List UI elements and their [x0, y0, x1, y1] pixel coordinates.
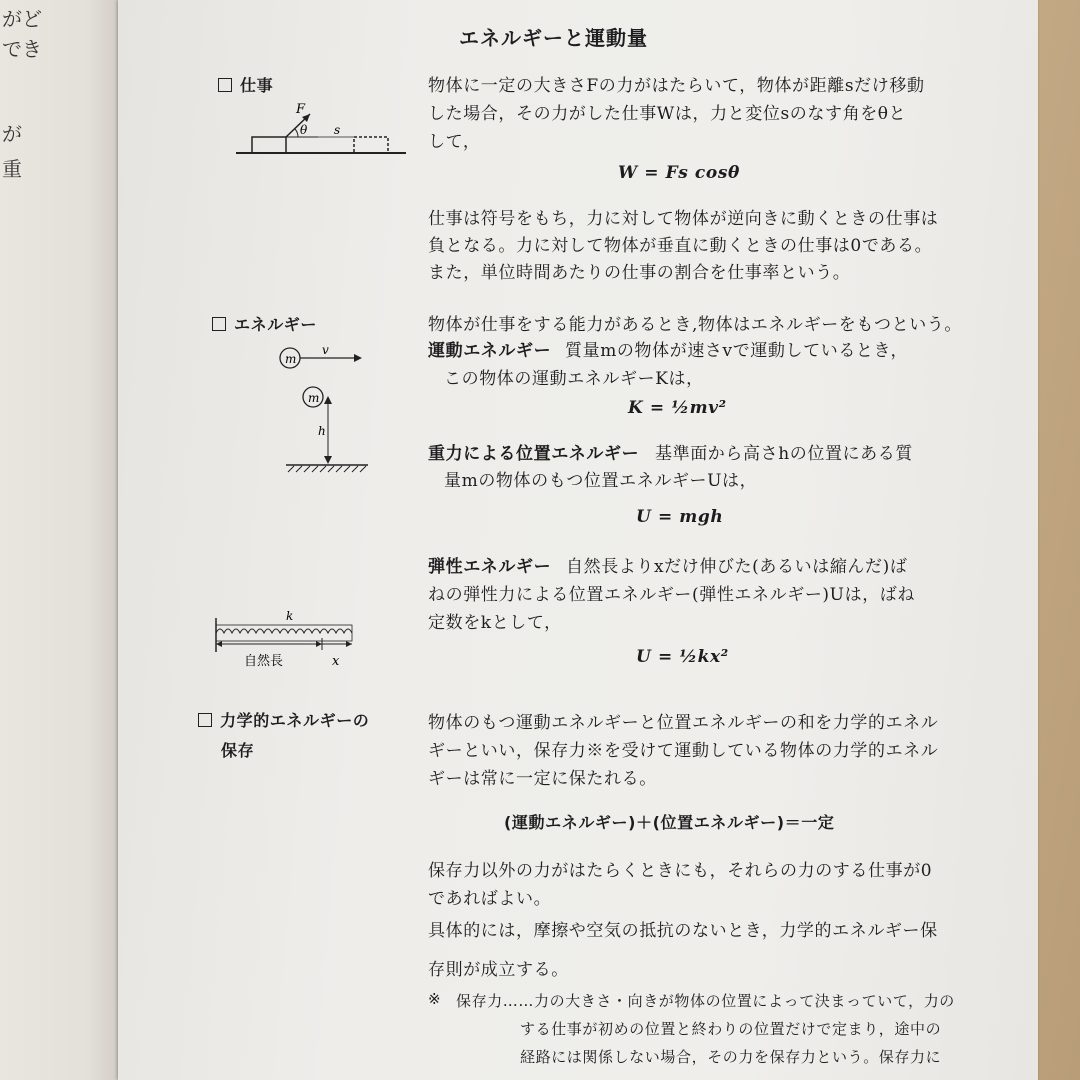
note-line: する仕事が初めの位置と終わりの位置だけで定まり，途中の: [520, 1020, 942, 1038]
paragraph-line: 存則が成立する。: [428, 960, 569, 980]
mass-label-2: m: [308, 391, 320, 405]
note-line: 保存力……力の大きさ・向きが物体の位置によって決まっていて，力の: [456, 992, 955, 1010]
section-heading-conservation: [198, 708, 369, 731]
prev-page-line: がど: [2, 7, 42, 31]
note-mark: ※: [428, 990, 442, 1008]
term-gravitational-potential: 重力による位置エネルギー: [428, 444, 640, 464]
prev-page-line: が: [2, 122, 22, 146]
spring-constant-label: k: [286, 609, 294, 623]
paragraph-line: して，: [428, 132, 481, 152]
page-title: エネルギーと運動量: [459, 26, 648, 50]
checkbox-icon: [198, 713, 212, 727]
paragraph-line: であればよい。: [428, 889, 552, 909]
gravity-potential-equation: U = mgh: [636, 507, 724, 527]
mass-label: m: [285, 352, 297, 366]
work-diagram: [236, 100, 416, 160]
paragraph-line: 自然長よりxだけ伸びた(あるいは縮んだ)ば: [566, 557, 908, 577]
term-kinetic-energy: 運動エネルギー: [428, 341, 552, 361]
paragraph-line: 具体的には，摩擦や空気の抵抗のないとき，力学的エネルギー保: [428, 921, 938, 941]
note-line: 経路には関係しない場合，その力を保存力という。保存力に: [520, 1048, 942, 1066]
paragraph-line: 定数をkとして，: [428, 613, 562, 633]
heading-label: エネルギー: [234, 315, 318, 334]
paragraph-line: 物体に一定の大きさFの力がはたらいて，物体が距離sだけ移動: [428, 76, 925, 96]
force-label: F: [296, 102, 306, 117]
term-elastic-energy: 弾性エネルギー: [428, 557, 552, 577]
paragraph-line: また，単位時間あたりの仕事の割合を仕事率という。: [428, 263, 851, 283]
spring-diagram: [214, 608, 364, 670]
checkbox-icon: [218, 78, 232, 92]
paragraph-line: 量mの物体のもつ位置エネルギーUは，: [444, 471, 758, 491]
heading-label: 仕事: [240, 76, 274, 95]
elastic-energy-equation: U = ½kx²: [636, 647, 729, 667]
conservation-equation: (運動エネルギー)＋(位置エネルギー)＝一定: [504, 813, 835, 832]
paragraph-line: 物体が仕事をする能力があるとき,物体はエネルギーをもつという。: [428, 315, 963, 335]
work-equation: W = Fs cosθ: [618, 163, 740, 183]
paragraph-line: 保存力以外の力がはたらくときにも，それらの力のする仕事が0: [428, 861, 933, 881]
previous-page-edge: [0, 0, 125, 1080]
angle-label: θ: [300, 123, 308, 137]
paragraph-line: 物体のもつ運動エネルギーと位置エネルギーの和を力学的エネル: [428, 713, 939, 733]
paragraph-line: この物体の運動エネルギーKは，: [444, 369, 704, 389]
height-label: h: [318, 424, 326, 438]
paragraph-line: 負となる。力に対して物体が垂直に動くときの仕事は0である。: [428, 236, 933, 256]
paragraph-line: 基準面から高さhの位置にある質: [655, 444, 913, 464]
checkbox-icon: [212, 317, 226, 331]
stretch-label: x: [332, 654, 340, 669]
velocity-label: v: [322, 343, 329, 357]
paragraph-line: ギーといい，保存力※を受けて運動している物体の力学的エネル: [428, 741, 939, 761]
paragraph-line: ギーは常に一定に保たれる。: [428, 769, 657, 789]
paragraph-line: 質量mの物体が速さvで運動しているとき，: [565, 341, 909, 361]
prev-page-line: でき: [2, 37, 42, 61]
energy-diagram: [278, 340, 418, 480]
paragraph-line: ねの弾性力による位置エネルギー(弾性エネルギー)Uは，ばね: [428, 585, 915, 605]
section-heading-conservation-line2: 保存: [221, 741, 255, 760]
displacement-label: s: [334, 123, 341, 137]
section-heading-energy: [212, 312, 317, 335]
paragraph-line: 仕事は符号をもち，力に対して物体が逆向きに動くときの仕事は: [428, 209, 939, 229]
prev-page-line: 重: [2, 157, 22, 181]
paragraph-line: した場合，その力がした仕事Wは，力と変位sのなす角をθと: [428, 104, 907, 124]
section-heading-work: [218, 73, 273, 96]
kinetic-energy-equation: K = ½mv²: [628, 398, 727, 418]
natural-length-label: 自然長: [244, 654, 284, 669]
textbook-page: [118, 0, 1038, 1080]
heading-label: 力学的エネルギーの: [220, 711, 370, 730]
